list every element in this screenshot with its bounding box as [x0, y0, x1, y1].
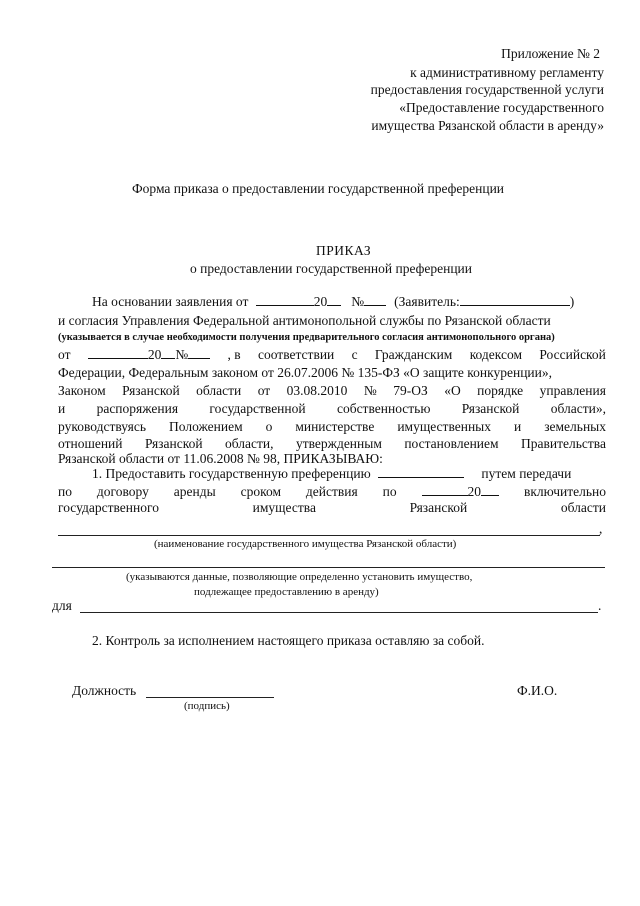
- signature-line: [146, 697, 274, 698]
- item-1-line-2: [58, 484, 606, 500]
- appendix-line-4: «Предоставление государственного: [399, 100, 604, 115]
- item-2: 2. Контроль за исполнением настоящего приказа оставляю за собой.: [92, 633, 485, 648]
- position-label: Должность: [72, 683, 137, 698]
- word: аренды: [173, 484, 216, 499]
- word: 03.08.2010: [286, 383, 348, 398]
- word: соответствии: [257, 347, 335, 362]
- property-name-comma: ,: [599, 521, 603, 536]
- item-1-line-3: [58, 500, 606, 516]
- body-line-2: и согласия Управления Федеральной антимонопольной службы по Рязанской области: [58, 313, 551, 328]
- word: министерстве: [295, 419, 375, 434]
- word: государственной: [209, 401, 306, 416]
- form-title: Форма приказа о предоставлении государственной преференции: [132, 181, 505, 196]
- property-data-line: [52, 567, 605, 568]
- item-1-line-1: [92, 466, 571, 482]
- number-blank: [364, 294, 386, 306]
- word: включительно: [523, 484, 606, 499]
- date-blank: [256, 294, 314, 306]
- word: управления: [539, 383, 606, 398]
- word: кодексом: [469, 347, 523, 362]
- appendix-line-5: имущества Рязанской области в аренду»: [371, 118, 604, 133]
- transfer-text: путем передачи: [481, 466, 572, 481]
- appendix-line-3: предоставления государственной услуги: [370, 82, 604, 97]
- body-line-7: [58, 419, 606, 435]
- word: Законом: [58, 383, 106, 398]
- word: сроком: [240, 484, 281, 499]
- word: Рязанской: [122, 383, 180, 398]
- antimonopoly-note: (указывается в случае необходимости получения предварительного согласия антимонопольного органа): [58, 332, 555, 343]
- body-line-8: [58, 436, 606, 452]
- property-data-note-2: подлежащее предоставлению в аренду): [194, 586, 379, 598]
- word: земельных: [544, 419, 606, 434]
- body-line-3: [58, 347, 606, 363]
- word: руководствуясь: [58, 419, 147, 434]
- word: , в: [227, 347, 241, 362]
- word: области,: [224, 436, 274, 451]
- word: действия: [305, 484, 358, 499]
- word: области»,: [550, 401, 606, 416]
- year-prefix: 20: [313, 294, 328, 309]
- application-text: На основании заявления от: [92, 294, 249, 309]
- year-blank: [327, 294, 341, 306]
- word: и: [513, 419, 522, 434]
- word: области: [196, 383, 242, 398]
- property-name-note: (наименование государственного имущества Рязанской области): [154, 538, 457, 550]
- purpose-line: [80, 612, 598, 613]
- body-line-4: Федерации, Федеральным законом от 26.07.2006 № 135-ФЗ «О защите конкуренции»,: [58, 365, 552, 380]
- word: области: [560, 500, 606, 515]
- signature-note: (подпись): [184, 700, 230, 712]
- word: Рязанской: [461, 401, 520, 416]
- body-line-6: [58, 401, 606, 417]
- number-sign: №: [351, 294, 365, 309]
- word: по: [382, 484, 397, 499]
- word: №: [363, 383, 377, 398]
- word: Рязанской: [144, 436, 203, 451]
- word: порядке: [477, 383, 524, 398]
- property-data-note-1: (указываются данные, позволяющие определенно установить имущество,: [126, 571, 473, 583]
- word: имущества: [252, 500, 316, 515]
- word: о: [265, 419, 273, 434]
- purpose-label: для: [52, 598, 72, 613]
- applicant-close: ): [569, 294, 575, 309]
- word: утвержденным: [295, 436, 382, 451]
- word: по: [58, 484, 72, 499]
- order-subtitle: о предоставлении государственной преференции: [190, 261, 472, 276]
- from-word: от: [58, 347, 71, 362]
- body-line-9: Рязанской области от 11.06.2008 № 98, ПРИКАЗЫВАЮ:: [58, 451, 383, 466]
- full-name-label: Ф.И.О.: [517, 683, 558, 698]
- word: и: [58, 401, 66, 416]
- body-line-5: [58, 383, 606, 399]
- word: договору: [96, 484, 149, 499]
- word: распоряжения: [96, 401, 179, 416]
- applicant-blank: [460, 294, 570, 306]
- body-line-1: [92, 294, 574, 310]
- word: 79-ОЗ: [393, 383, 428, 398]
- order-title: ПРИКАЗ: [316, 243, 372, 258]
- purpose-period: .: [598, 598, 602, 613]
- date-blank-2: 20 №: [88, 347, 210, 363]
- preference-blank: [378, 466, 464, 478]
- word: собственностью: [336, 401, 431, 416]
- word: Рязанской: [409, 500, 468, 515]
- word: Положением: [169, 419, 243, 434]
- term-date-blank: 20: [422, 484, 500, 500]
- applicant-label: (Заявитель:: [394, 294, 460, 309]
- appendix-line-2: к административному регламенту: [410, 65, 604, 80]
- word: с: [351, 347, 358, 362]
- word: от: [257, 383, 271, 398]
- appendix-line-1: Приложение № 2: [501, 46, 600, 61]
- item-1-text: 1. Предоставить государственную преференцию: [92, 466, 371, 481]
- word: Российской: [539, 347, 606, 362]
- word: отношений: [58, 436, 123, 451]
- word: постановлением: [404, 436, 499, 451]
- word: имущественных: [397, 419, 492, 434]
- word: «О: [444, 383, 461, 398]
- word: государственного: [58, 500, 159, 515]
- word: Правительства: [521, 436, 606, 451]
- word: Гражданским: [374, 347, 453, 362]
- property-name-line: [58, 535, 600, 536]
